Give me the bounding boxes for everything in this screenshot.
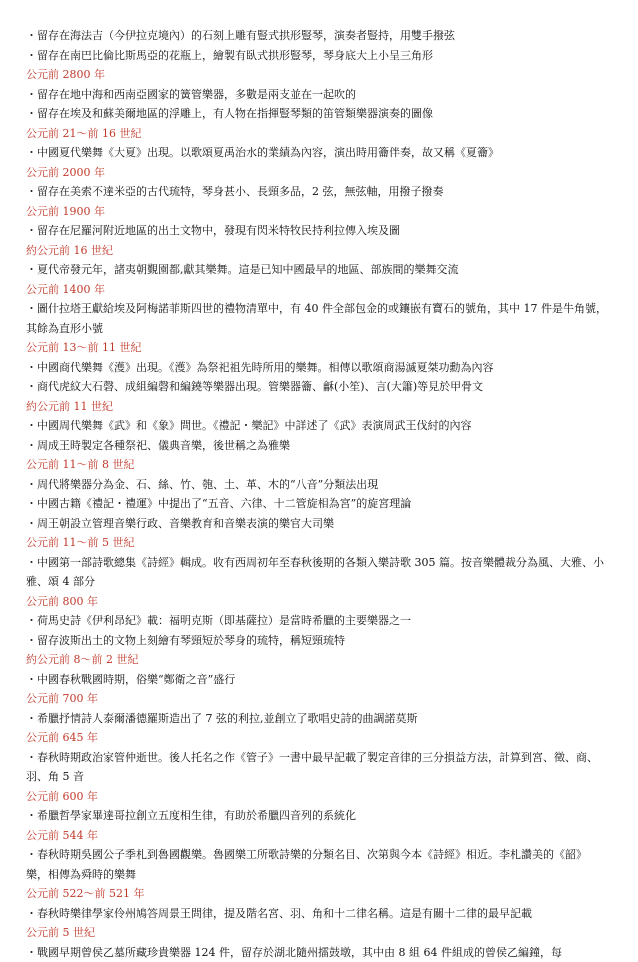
date-heading: 公元前 700 年	[26, 689, 608, 709]
event-item: ・中國古籍《禮記・禮運》中提出了“五音、六律、十二管旋相為宮”的旋宮理論	[26, 494, 608, 514]
event-item: ・周成王時製定各種祭祀、儀典音樂，後世稱之為雅樂	[26, 436, 608, 456]
date-heading: 約公元前 11 世紀	[26, 397, 608, 417]
date-heading: 約公元前 8～前 2 世紀	[26, 650, 608, 670]
date-heading: 公元前 645 年	[26, 728, 608, 748]
event-item: ・中國商代樂舞《濩》出現。《濩》為祭祀祖先時所用的樂舞。相傳以歌頌商湯滅夏桀功勳為內容	[26, 358, 608, 378]
event-item: ・中國周代樂舞《武》和《象》問世。《禮記・樂記》中詳述了《武》表演周武王伐紂的內容	[26, 416, 608, 436]
date-heading: 公元前 13～前 11 世紀	[26, 338, 608, 358]
date-heading: 公元前 522～前 521 年	[26, 884, 608, 904]
date-heading: 公元前 1900 年	[26, 202, 608, 222]
event-item: ・希臘抒情詩人泰爾潘德羅斯造出了 7 弦的利拉,並創立了歌唱史詩的曲調諾莫斯	[26, 709, 608, 729]
event-item: ・商代虎紋大石磬、成組編磬和編鐃等樂器出現。管樂器籥、龢(小笙)、言(大簫)等見於甲骨文	[26, 377, 608, 397]
event-item: ・留存波斯出土的文物上刻繪有琴頸短於琴身的琉特，稱短頸琉特	[26, 631, 608, 651]
event-item: ・周王朝設立管理音樂行政、音樂教育和音樂表演的樂官大司樂	[26, 514, 608, 534]
date-heading: 公元前 11～前 5 世紀	[26, 533, 608, 553]
date-heading: 公元前 800 年	[26, 592, 608, 612]
event-item: ・留存在地中海和西南亞國家的簧管樂器，多數是兩支並在一起吹的	[26, 85, 608, 105]
date-heading: 公元前 11～前 8 世紀	[26, 455, 608, 475]
event-item: ・戰國早期曾侯乙墓所藏珍貴樂器 124 件，留存於湖北隨州擂鼓墩，其中由 8 組 64 件組成的曾侯乙編鐘，每	[26, 943, 608, 962]
event-item: ・春秋時期政治家管仲逝世。後人托名之作《管子》一書中最早記載了製定音律的三分損益方法，計算到宮、徵、商、羽、角 5 音	[26, 748, 608, 787]
event-item: ・留存在尼羅河附近地區的出土文物中，發現有閃米特牧民持利拉傳入埃及圖	[26, 221, 608, 241]
event-item: ・留存在埃及和蘇美爾地區的浮雕上，有人物在指揮豎琴類的笛管類樂器演奏的圖像	[26, 104, 608, 124]
event-item: ・留存在海法吉（今伊拉克境內）的石刻上雕有豎式拱形豎琴，演奏者豎持，用雙手撥弦	[26, 26, 608, 46]
event-item: ・荷馬史詩《伊利昂紀》載：福明克斯（即基薩拉）是當時希臘的主要樂器之一	[26, 611, 608, 631]
event-item: ・中國春秋戰國時期，俗樂“鄭衛之音”盛行	[26, 670, 608, 690]
event-item: ・中國第一部詩歌總集《詩經》輯成。收有西周初年至春秋後期的各類入樂詩歌 305 篇。按音樂體裁分為風、大雅、小雅、頌 4 部分	[26, 553, 608, 592]
event-item: ・周代將樂器分為金、石、絲、竹、匏、土、革、木的“八音”分類法出現	[26, 475, 608, 495]
date-heading: 公元前 600 年	[26, 787, 608, 807]
event-item: ・希臘哲學家畢達哥拉創立五度相生律，有助於希臘四音列的系統化	[26, 806, 608, 826]
event-item: ・春秋時期吳國公子季札到魯國觀樂。魯國樂工所歌詩樂的分類名目、次第與今本《詩經》相近。李札讚美的《韶》樂，相傳為舜時的樂舞	[26, 845, 608, 884]
date-heading: 公元前 2000 年	[26, 163, 608, 183]
event-item: ・中國夏代樂舞《大夏》出現。以歌頌夏禹治水的業績為內容，演出時用籥伴奏，故又稱《夏籥》	[26, 143, 608, 163]
date-heading: 公元前 1400 年	[26, 280, 608, 300]
event-item: ・圖什拉塔王獻給埃及阿梅諾菲斯四世的禮物清單中，有 40 件全部包金的或鑲嵌有寶石的號角，其中 17 件是牛角號，其餘為直形小號	[26, 299, 608, 338]
event-item: ・春秋時樂律學家伶州鳩答周景王問律，提及階名宮、羽、角和十二律名稱。這是有關十二律的最早記載	[26, 904, 608, 924]
date-heading: 公元前 5 世紀	[26, 923, 608, 943]
event-item: ・留存在南巴比倫比斯馬亞的花瓶上，繪製有臥式拱形豎琴，琴身底大上小呈三角形	[26, 46, 608, 66]
event-item: ・夏代帝發元年，諸夷朝覲園都,獻其樂舞。這是已知中國最早的地區、部族間的樂舞交流	[26, 260, 608, 280]
date-heading: 公元前 544 年	[26, 826, 608, 846]
date-heading: 公元前 21～前 16 世紀	[26, 124, 608, 144]
event-item: ・留存在美索不達米亞的古代琉特，琴身甚小、長頸多品，2 弦，無弦軸，用撥子撥奏	[26, 182, 608, 202]
date-heading: 約公元前 16 世紀	[26, 241, 608, 261]
date-heading: 公元前 2800 年	[26, 65, 608, 85]
